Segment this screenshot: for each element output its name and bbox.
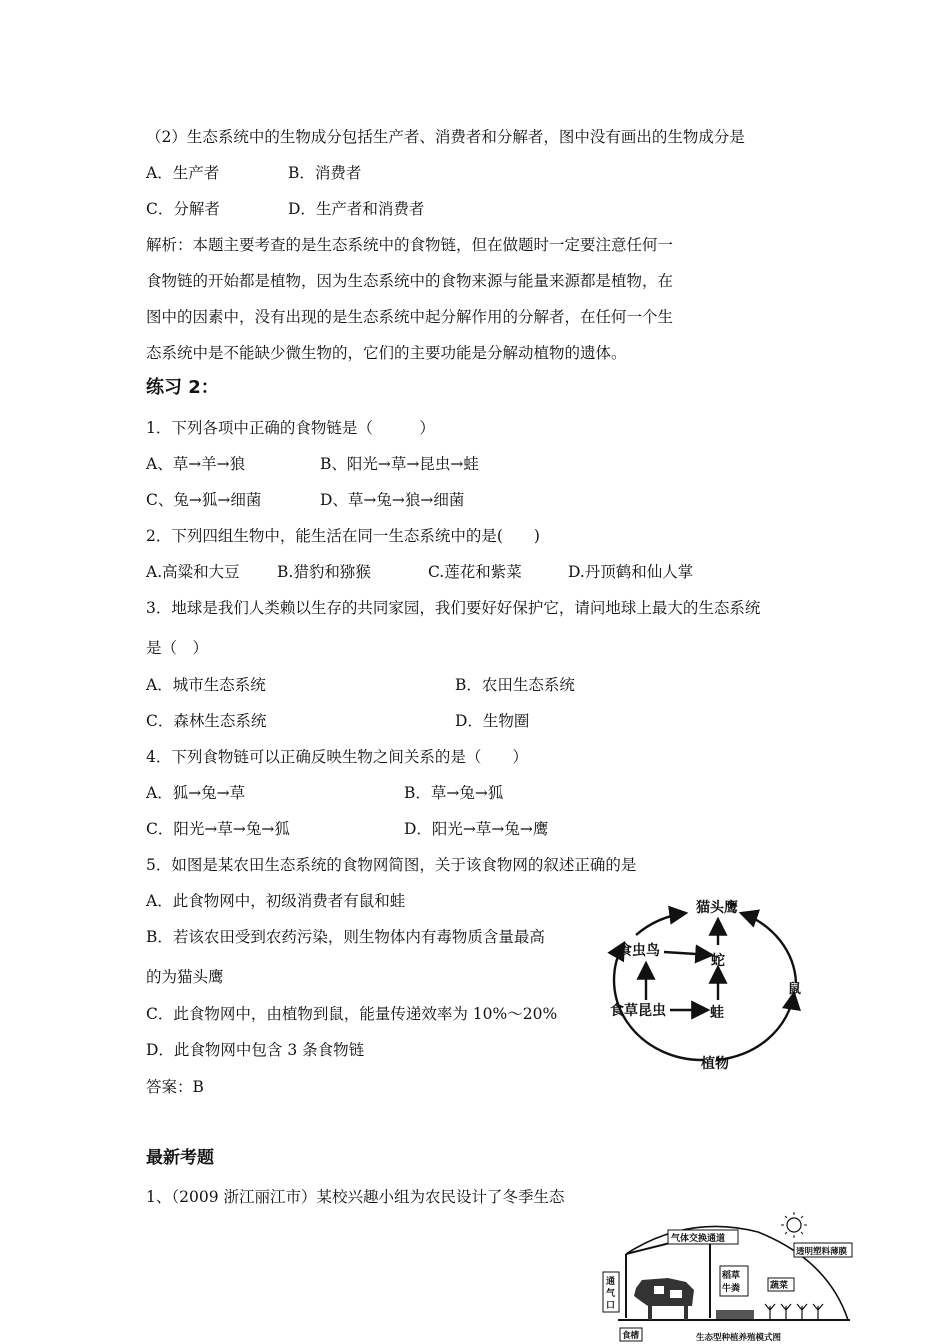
label-film: 透明塑料薄膜: [796, 1247, 848, 1257]
option-c: C．分解者: [146, 200, 220, 218]
q3-stem: 3．地球是我们人类赖以生存的共同家园，我们要好好保护它，请问地球上最大的生态系统: [146, 599, 761, 617]
q3-option-b: B．农田生态系统: [455, 676, 575, 694]
q5-option-a: A．此食物网中，初级消费者有鼠和蛙: [146, 892, 406, 910]
q5-option-b: B．若该农田受到农药污染，则生物体内有毒物质含量最高: [146, 928, 545, 946]
section-title-practice: 练习 2：: [146, 377, 219, 398]
q4-option-d: D．阳光→草→兔→鹰: [404, 820, 549, 838]
label-straw: 稻草: [722, 1271, 741, 1281]
label-manure: 牛粪: [722, 1284, 741, 1294]
q4-option-b: B．草→兔→狐: [404, 784, 504, 802]
q3-option-a: A．城市生态系统: [146, 676, 266, 694]
analysis-line: 图中的因素中，没有出现的是生态系统中起分解作用的分解者，在任何一个生: [146, 308, 674, 326]
vegetable-icon: [765, 1304, 823, 1320]
analysis-line: 态系统中是不能缺少微生物的，它们的主要功能是分解动植物的遗体。: [146, 344, 627, 362]
question-2-stem: （2）生态系统中的生物成分包括生产者、消费者和分解者，图中没有画出的生物成分是: [146, 128, 745, 146]
q1-option-b: B、阳光→草→昆虫→蛙: [320, 455, 479, 473]
latest-q1-stem: 1、（2009 浙江丽江市）某校兴趣小组为农民设计了冬季生态: [146, 1188, 565, 1206]
q1-stem: 1．下列各项中正确的食物链是（ ）: [146, 419, 435, 437]
q3-option-d: D．生物圈: [455, 712, 530, 730]
analysis-line: 解析：本题主要考查的是生态系统中的食物链，但在做题时一定要注意任何一: [146, 236, 674, 254]
option-b: B．消费者: [288, 164, 362, 182]
node-plant: 植物: [701, 1056, 729, 1072]
node-frog: 蛙: [710, 1005, 724, 1021]
node-insectivorous-bird: 食虫鸟: [618, 943, 660, 959]
sun-icon: [781, 1212, 807, 1238]
svg-text:气: 气: [606, 1289, 616, 1299]
q4-option-c: C．阳光→草→兔→狐: [146, 820, 290, 838]
option-d: D．生产者和消费者: [288, 200, 425, 218]
q5-option-b-cont: 的为猫头鹰: [146, 968, 224, 986]
q4-option-a: A．狐→兔→草: [146, 784, 246, 802]
q2-option-b: B.猎豹和猕猴: [277, 563, 371, 581]
q3-stem-cont: 是（ ）: [146, 639, 209, 657]
analysis-line: 食物链的开始都是植物，因为生态系统中的食物来源与能量来源都是植物，在: [146, 272, 674, 290]
q1-option-d: D、草→兔→狼→细菌: [320, 491, 465, 509]
q1-option-c: C、兔→狐→细菌: [146, 491, 262, 509]
food-web-diagram: [606, 895, 806, 1075]
q2-option-a: A.高粱和大豆: [146, 563, 240, 581]
section-title-latest: 最新考题: [146, 1148, 214, 1168]
q5-option-d: D．此食物网中包含 3 条食物链: [146, 1041, 365, 1059]
label-gas-exchange: 气体交换通道: [671, 1234, 726, 1244]
svg-text:口: 口: [606, 1301, 616, 1311]
label-vegetable: 蔬菜: [770, 1281, 789, 1291]
option-a: A．生产者: [146, 164, 220, 182]
q5-option-c: C．此食物网中，由植物到鼠，能量传递效率为 10%～20%: [146, 1005, 558, 1023]
q5-stem: 5．如图是某农田生态系统的食物网简图，关于该食物网的叙述正确的是: [146, 856, 637, 874]
node-herbivorous-insect: 食草昆虫: [610, 1003, 666, 1019]
node-owl: 猫头鹰: [696, 900, 738, 916]
diagram-caption: 生态型种植养殖模式图: [696, 1333, 782, 1343]
node-mouse: 鼠: [788, 982, 802, 997]
cow-icon: [634, 1278, 694, 1320]
q3-option-c: C．森林生态系统: [146, 712, 267, 730]
q1-option-a: A、草→羊→狼: [146, 455, 246, 473]
q2-stem: 2．下列四组生物中，能生活在同一生态系统中的是( ): [146, 527, 540, 545]
q2-option-c: C.莲花和紫菜: [428, 563, 522, 581]
greenhouse-diagram: [598, 1210, 858, 1344]
q4-stem: 4．下列食物链可以正确反映生物之间关系的是（ ）: [146, 748, 528, 766]
node-snake: 蛇: [711, 953, 725, 969]
q5-answer: 答案：B: [146, 1078, 204, 1096]
label-trough: 食槽: [622, 1331, 640, 1341]
label-vent: 通: [606, 1277, 616, 1287]
q2-option-d: D.丹顶鹤和仙人掌: [568, 563, 694, 581]
